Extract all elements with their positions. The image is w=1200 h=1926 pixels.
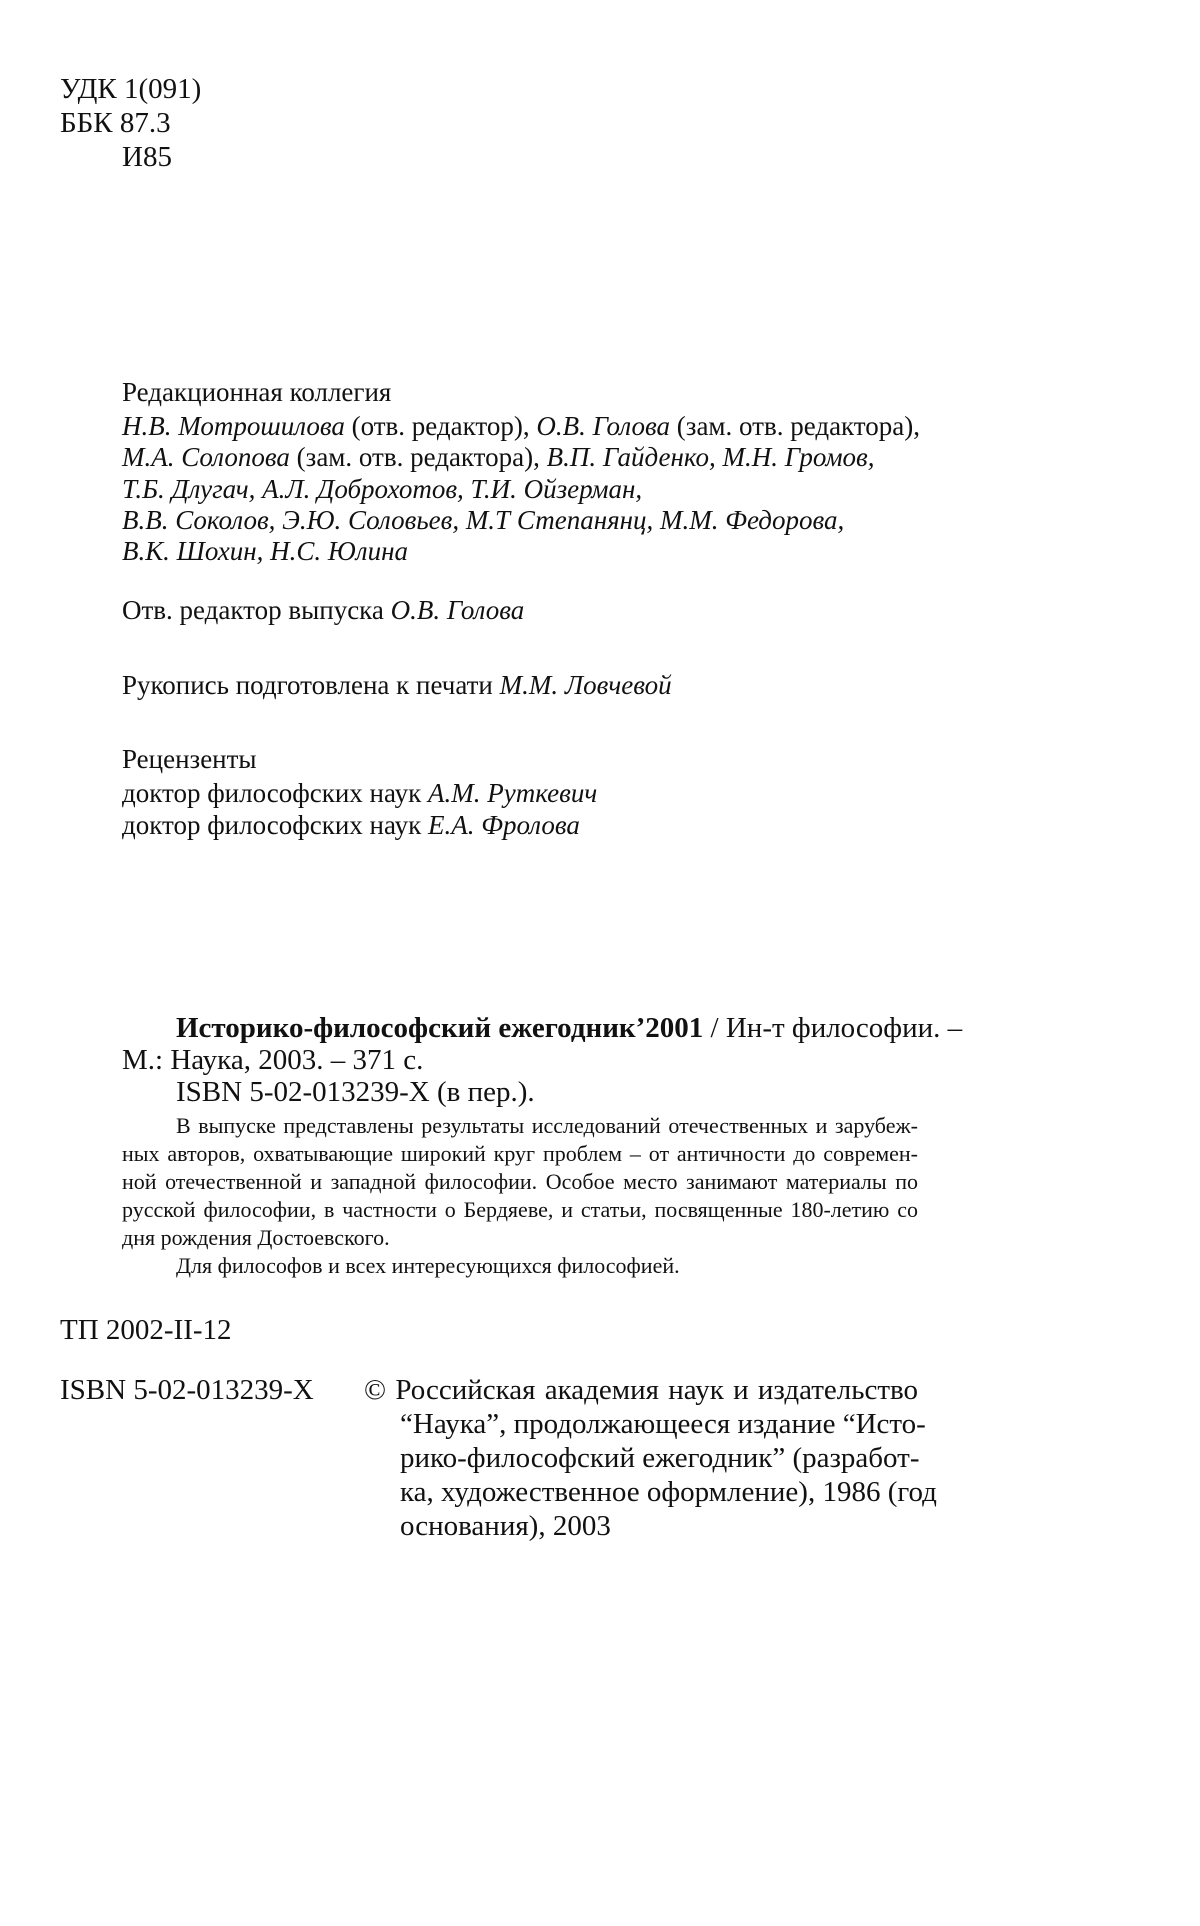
annotation-line-2: ных авторов, охватывающие широкий круг проблем – от античности до современ- bbox=[122, 1141, 918, 1166]
issue-editor-name: О.В. Голова bbox=[390, 595, 525, 625]
board-member-names: В.П. Гайденко, М.Н. Громов, bbox=[546, 442, 875, 472]
board-member-names: В.В. Соколов, Э.Ю. Соловьев, М.Т Степанянц, М.М. Федорова, bbox=[122, 505, 845, 535]
editorial-board-line bbox=[122, 441, 875, 474]
board-role: (зам. отв. редактора), bbox=[289, 442, 547, 472]
board-member-names: Н.В. Мотрошилова bbox=[122, 411, 345, 441]
editorial-board-line bbox=[122, 535, 408, 568]
reviewers-heading: Рецензенты bbox=[122, 744, 257, 774]
board-role: (зам. отв. редактора), bbox=[670, 411, 920, 441]
issue-editor-line bbox=[122, 594, 524, 627]
bib-title-line bbox=[176, 1011, 963, 1045]
copyright-line-5: основания), 2003 bbox=[400, 1510, 611, 1542]
annotation-line-3: ной отечественной и западной философии. Особое место занимают материалы по bbox=[122, 1169, 918, 1194]
manuscript-line bbox=[122, 669, 672, 702]
annotation-line-1: В выпуске представлены результаты исследований отечественных и зарубеж- bbox=[176, 1113, 918, 1138]
reviewer-2 bbox=[122, 809, 580, 842]
editorial-board-line bbox=[122, 410, 920, 443]
issue-editor-label: Отв. редактор выпуска bbox=[122, 595, 391, 625]
editorial-board-line bbox=[122, 504, 844, 537]
bbk-code: ББК 87.3 bbox=[60, 107, 171, 139]
bib-institute: / Ин-т философии. – bbox=[703, 1012, 963, 1044]
reviewer-2-label: доктор философских наук bbox=[122, 810, 428, 840]
copyright-line-1: © Российская академия наук и издательство bbox=[364, 1374, 918, 1406]
copyright-line-2: “Наука”, продолжающееся издание “Исто- bbox=[400, 1408, 926, 1440]
reviewer-1-label: доктор философских наук bbox=[122, 778, 428, 808]
tp-code: ТП 2002-II-12 bbox=[60, 1314, 232, 1346]
editorial-board-heading: Редакционная коллегия bbox=[122, 377, 392, 407]
manuscript-label: Рукопись подготовлена к печати bbox=[122, 670, 500, 700]
board-member-names: В.К. Шохин, Н.С. Юлина bbox=[122, 536, 408, 566]
annotation-line-4: русской философии, в частности о Бердяеве, и статьи, посвященные 180-летию со bbox=[122, 1197, 918, 1222]
reviewer-1-name: А.М. Руткевич bbox=[428, 778, 598, 808]
annotation-audience: Для философов и всех интересующихся философией. bbox=[176, 1253, 680, 1278]
board-member-names: О.В. Голова bbox=[536, 411, 671, 441]
bib-publisher-line: М.: Наука, 2003. – 371 с. bbox=[122, 1044, 424, 1076]
annotation-line-5: дня рождения Достоевского. bbox=[122, 1225, 390, 1250]
bib-isbn-line: ISBN 5-02-013239-X (в пер.). bbox=[176, 1076, 535, 1108]
reviewer-2-name: Е.А. Фролова bbox=[428, 810, 580, 840]
board-member-names: Т.Б. Длугач, А.Л. Доброхотов, Т.И. Ойзерман, bbox=[122, 474, 643, 504]
copyright-line-4: ка, художественное оформление), 1986 (год bbox=[400, 1476, 937, 1508]
author-sign: И85 bbox=[122, 141, 172, 173]
udk-code: УДК 1(091) bbox=[60, 73, 202, 105]
editorial-board-line bbox=[122, 473, 642, 506]
manuscript-name: М.М. Ловчевой bbox=[499, 670, 672, 700]
copyright-line-3: рико-философский ежегодник” (разработ- bbox=[400, 1442, 920, 1474]
isbn-bottom: ISBN 5-02-013239-X bbox=[60, 1374, 314, 1406]
board-role: (отв. редактор), bbox=[344, 411, 537, 441]
reviewer-1 bbox=[122, 777, 597, 810]
bib-title: Историко-философский ежегодник’2001 bbox=[176, 1012, 704, 1044]
board-member-names: М.А. Солопова bbox=[122, 442, 290, 472]
